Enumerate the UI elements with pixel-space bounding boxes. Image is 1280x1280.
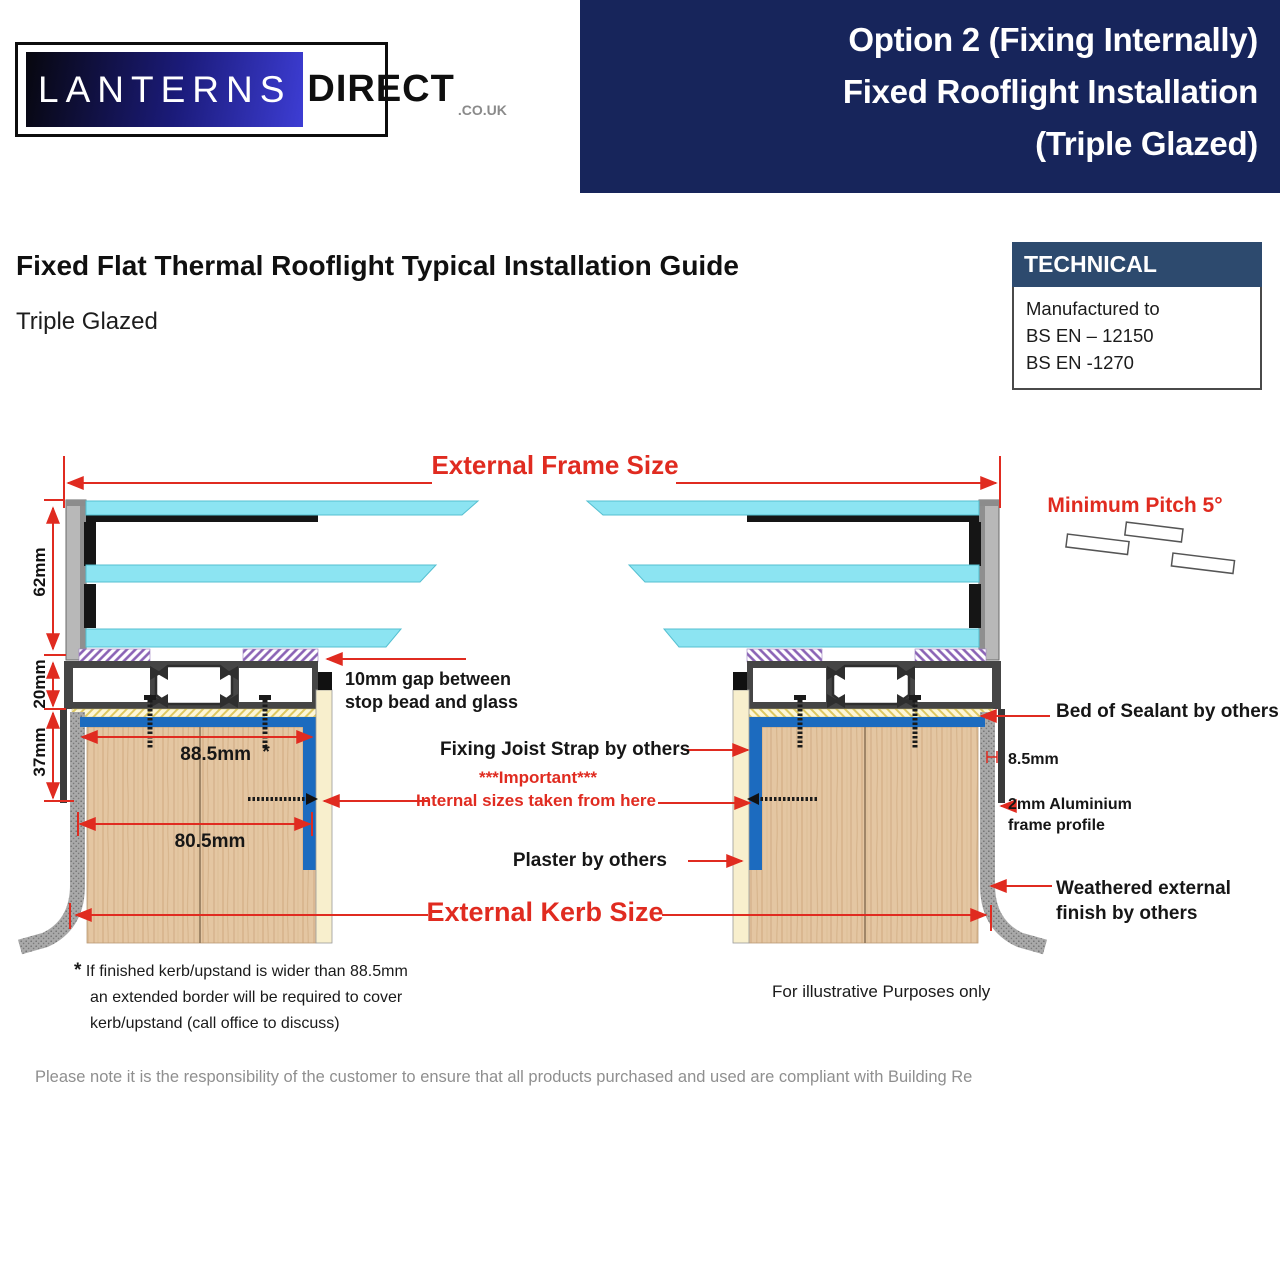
technical-line-1: Manufactured to bbox=[1026, 298, 1160, 319]
internal-sizes-label: Internal sizes taken from here bbox=[416, 791, 656, 810]
cross-section-right bbox=[587, 500, 1045, 947]
dim-885-label: 88.5mm * bbox=[180, 742, 270, 765]
logo-lanterns-text: LANTERNS bbox=[38, 68, 292, 110]
dim-85-label: 8.5mm bbox=[1008, 751, 1059, 768]
alu-profile-line-2: frame profile bbox=[1008, 817, 1105, 834]
banner-line-1: Option 2 (Fixing Internally) bbox=[848, 21, 1258, 58]
footnote-line-1: If finished kerb/upstand is wider than 88.5mm bbox=[85, 963, 408, 980]
cross-section-left bbox=[20, 500, 478, 947]
weathered-line-1: Weathered external bbox=[1056, 878, 1231, 899]
fixing-joist-label: Fixing Joist Strap by others bbox=[440, 739, 691, 760]
weathered-label bbox=[1056, 876, 1231, 926]
banner-line-2: Fixed Rooflight Installation bbox=[842, 73, 1258, 110]
logo-couk-text: .CO.UK bbox=[457, 102, 507, 118]
banner-line-3: (Triple Glazed) bbox=[1035, 125, 1258, 162]
footnote-line-3: kerb/upstand (call office to discuss) bbox=[90, 1015, 340, 1032]
cross-section-diagram bbox=[0, 440, 1280, 1020]
alu-profile-label bbox=[1008, 794, 1132, 836]
plaster-label: Plaster by others bbox=[512, 850, 667, 871]
bed-of-sealant-label: Bed of Sealant by others bbox=[1056, 701, 1279, 722]
pitch-icon bbox=[1065, 515, 1237, 573]
technical-body bbox=[1012, 287, 1262, 390]
technical-line-2: BS EN – 12150 bbox=[1026, 325, 1154, 346]
weathered-line-2: finish by others bbox=[1056, 903, 1198, 924]
dim-805-label: 80.5mm bbox=[174, 831, 246, 852]
logo-gradient-block bbox=[26, 52, 303, 127]
dim-20mm-label: 20mm bbox=[30, 659, 49, 709]
technical-line-3: BS EN -1270 bbox=[1026, 352, 1134, 373]
gap-note bbox=[345, 668, 518, 714]
dim-62mm-label: 62mm bbox=[30, 547, 49, 597]
external-kerb-size-label: External Kerb Size bbox=[426, 897, 664, 927]
option-banner bbox=[580, 0, 1280, 193]
technical-box bbox=[1012, 242, 1262, 390]
alu-profile-line-1: 2mm Aluminium bbox=[1008, 796, 1132, 813]
technical-header: TECHNICAL bbox=[1012, 242, 1262, 287]
dim-37mm-label: 37mm bbox=[30, 727, 49, 777]
important-label: ***Important*** bbox=[478, 768, 598, 787]
page-subtitle: Triple Glazed bbox=[16, 308, 158, 335]
page-title: Fixed Flat Thermal Rooflight Typical Installation Guide bbox=[16, 250, 739, 281]
footnote-star: * bbox=[74, 960, 82, 981]
illustrative-note: For illustrative Purposes only bbox=[772, 982, 991, 1001]
dim-885-star: * bbox=[262, 742, 270, 763]
compliance-note: Please note it is the responsibility of the customer to ensure that all products purchased and used are compliant with Building Re bbox=[35, 1068, 973, 1086]
logo-direct-text: DIRECT bbox=[307, 68, 455, 110]
minimum-pitch-label: Minimum Pitch 5° bbox=[1047, 494, 1223, 517]
footnote-line-2: an extended border will be required to cover bbox=[90, 989, 403, 1006]
gap-note-line-2: stop bead and glass bbox=[345, 692, 519, 712]
lanterns-direct-logo bbox=[15, 42, 507, 137]
external-frame-size-label: External Frame Size bbox=[431, 450, 679, 480]
kerb-footnote bbox=[74, 958, 408, 1037]
gap-note-line-1: 10mm gap between bbox=[345, 669, 512, 689]
